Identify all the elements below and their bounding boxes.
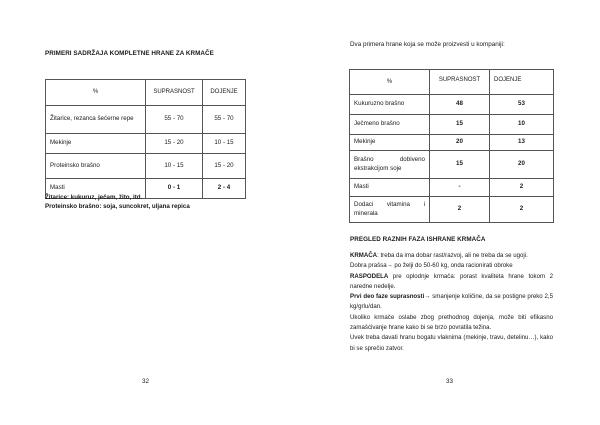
section-heading: PREGLED RAZNIH FAZA ISHRANE KRMAČA (350, 236, 486, 243)
row-dojenje: 20 (490, 151, 554, 179)
table-row (350, 197, 554, 223)
row-name: Proteinsko brašno (46, 154, 146, 179)
table-row (46, 154, 246, 179)
row-suprasnost: 15 (430, 151, 490, 179)
row-dojenje: 13 (490, 135, 554, 151)
paragraph-label: Prvi deo faze suprasnosti (350, 293, 425, 301)
row-suprasnost: 55 - 70 (146, 106, 203, 134)
row-dojenje: 55 - 70 (203, 106, 246, 134)
row-name: Masti (46, 179, 146, 199)
table-row (350, 151, 554, 179)
right-page-intro: Dva primera hrane koja se može proizvesti u kompaniji: (350, 41, 505, 48)
note-zitarice: Žitarice: kukuruz, ječam, žito, itd. (45, 194, 143, 201)
row-name: Dodaci vitamina i minerala (350, 197, 430, 223)
table-header-row (350, 70, 554, 95)
table-row (46, 106, 246, 134)
paragraph-label: KRMAČA (350, 252, 378, 259)
table-row (350, 179, 554, 197)
row-suprasnost: 10 - 15 (146, 154, 203, 179)
feed-composition-table (45, 79, 246, 199)
header-suprasnost: SUPRASNOST (430, 70, 490, 95)
table-row (350, 95, 554, 115)
paragraph (350, 333, 553, 354)
paragraph-label: RASPODELA (350, 272, 389, 280)
paragraph-text: Ukoliko krmače oslabe zbog prethodnog dojenja, može biti efikasno zamašćivanje hrane kako bi se brzo povratila težina. (350, 313, 553, 332)
row-suprasnost: 0 - 1 (146, 179, 203, 199)
header-percent: % (46, 80, 146, 106)
paragraph-text: Uvek treba davati hranu bogatu vlaknima (mekinje, travu, detelinu…), kako bi se sprečio zatvor. (350, 334, 553, 352)
row-dojenje: 2 - 4 (203, 179, 246, 199)
row-dojenje: 10 - 15 (203, 134, 246, 154)
paragraph-text: → smanjenje količine, da se postigne preko 2,5 kg/grlu/dan. (350, 293, 553, 311)
table-row (46, 134, 246, 154)
header-suprasnost: SUPRASNOST (146, 80, 203, 106)
company-feed-table (349, 69, 554, 223)
row-suprasnost: 48 (430, 95, 490, 115)
table-row (350, 115, 554, 135)
row-dojenje: 2 (490, 179, 554, 197)
row-suprasnost: 20 (430, 135, 490, 151)
header-percent: % (350, 70, 430, 95)
paragraph (350, 251, 553, 261)
left-page-heading: PRIMERI SADRŽAJA KOMPLETNE HRANE ZA KRMAČE (45, 50, 214, 57)
row-dojenje: 10 (490, 115, 554, 135)
paragraph-text: : treba da ima dobar rast/razvoj, ali ne treba da se ugoji. (377, 252, 528, 259)
row-name: Masti (350, 179, 430, 197)
row-dojenje: 15 - 20 (203, 154, 246, 179)
row-suprasnost: 15 - 20 (146, 134, 203, 154)
feeding-phases-text (350, 251, 553, 354)
row-suprasnost: - (430, 179, 490, 197)
page-number-left: 32 (142, 378, 150, 385)
row-dojenje: 53 (490, 95, 554, 115)
row-dojenje: 2 (490, 197, 554, 223)
table-header-row (46, 80, 246, 106)
row-name: Brašno dobiveno ekstrakcijom soje (350, 151, 430, 179)
row-name: Mekinje (46, 134, 146, 154)
row-name: Žitarice, rezanca šećerne repe (46, 106, 146, 134)
paragraph (350, 261, 553, 271)
row-name: Mekinje (350, 135, 430, 151)
table-row (350, 135, 554, 151)
note-proteinsko: Proteinsko brašno: soja, suncokret, uljana repica (45, 203, 190, 210)
paragraph (350, 313, 553, 334)
header-dojenje: DOJENJE (490, 70, 554, 95)
page-number-right: 33 (446, 378, 454, 385)
row-name: Ječmeno brašno (350, 115, 430, 135)
row-suprasnost: 15 (430, 115, 490, 135)
right-page (300, 0, 600, 425)
row-name: Kukuruzno brašno (350, 95, 430, 115)
paragraph (350, 272, 553, 293)
paragraph-text: Dobra prašsa→ po želji do 50-60 kg, onda racionirati obroke (350, 262, 513, 270)
paragraph (350, 292, 553, 313)
row-suprasnost: 2 (430, 197, 490, 223)
header-dojenje: DOJENJE (203, 80, 246, 106)
paragraph-text: pre oplodnje krmača: porast kvaliteta hrane tokom 2 naredne nedelje. (350, 272, 553, 290)
